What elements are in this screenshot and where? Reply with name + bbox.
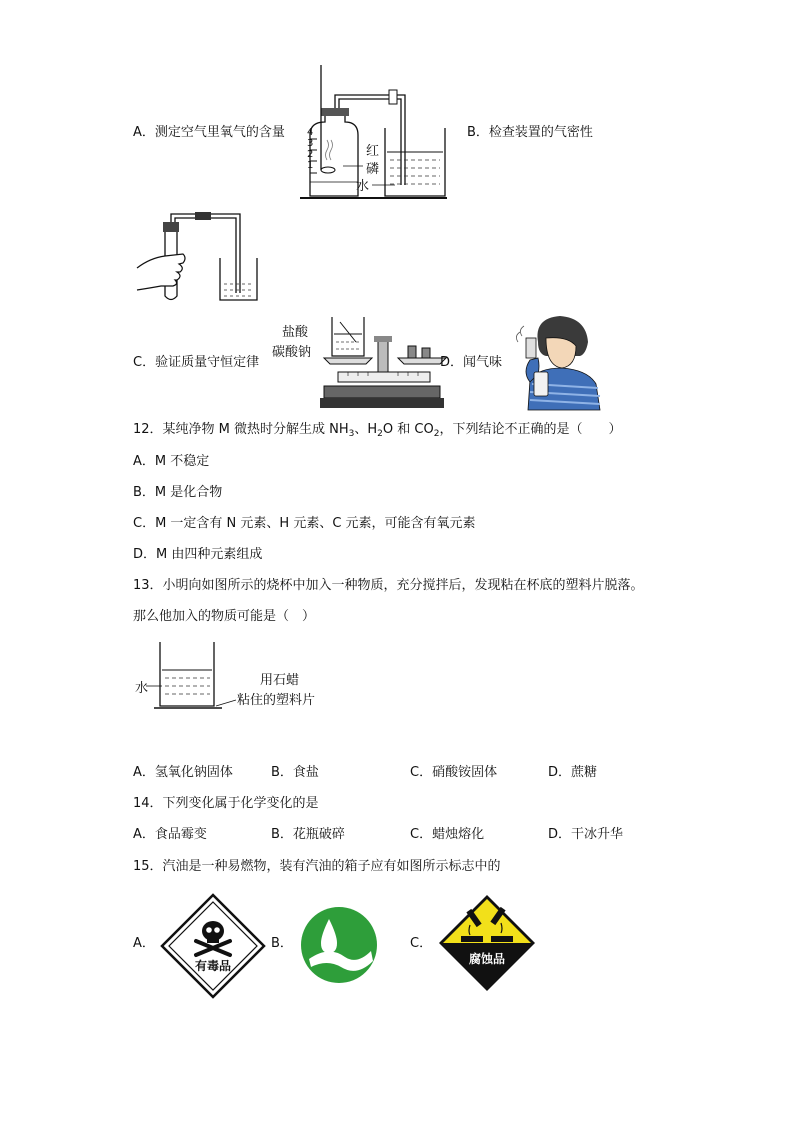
q15-corrosive-sign[interactable] <box>437 893 537 993</box>
q11-a-label-red2: 磷 <box>366 162 380 177</box>
q12-subscript: 2 <box>377 429 383 439</box>
q11-c-label-acid: 盐酸 <box>282 325 309 340</box>
q13-label-water: 水 <box>135 681 149 696</box>
q13-beaker-diagram <box>150 640 230 712</box>
q13-option-d[interactable]: D．蔗糖 <box>548 765 598 780</box>
q13-option-a[interactable]: A．氢氧化钠固体 <box>133 765 233 780</box>
q11-option-b-label: B．检查装置的气密性 <box>467 125 593 140</box>
q12-stem <box>133 421 621 443</box>
q12-stem-part: 、H <box>354 422 378 437</box>
q15-stem: 15．汽油是一种易燃物，装有汽油的箱子应有如图所示标志中的 <box>133 859 501 874</box>
q15-green-water-sign[interactable] <box>299 905 379 985</box>
q14-option-d[interactable]: D．干冰升华 <box>548 827 624 842</box>
q11-b-airtightness-diagram <box>135 208 260 303</box>
q11-a-label-red1: 红 <box>366 144 380 159</box>
q12-option-a[interactable]: A．M 不稳定 <box>133 454 210 469</box>
q12-option-d[interactable]: D．M 由四种元素组成 <box>133 547 263 562</box>
q12-stem-part: 12．某纯净物 M 微热时分解生成 NH <box>133 422 349 437</box>
q14-option-c[interactable]: C．蜡烛熔化 <box>410 827 485 842</box>
q13-option-b[interactable]: B．食盐 <box>271 765 319 780</box>
q11-a-bottle-marks <box>307 127 313 171</box>
q13-label-wax2: 粘住的塑料片 <box>237 693 316 708</box>
bottle-mark-1: 1 <box>307 160 314 171</box>
q14-option-b[interactable]: B．花瓶破碎 <box>271 827 345 842</box>
toxic-sign-text: 有毒品 <box>194 959 232 973</box>
q12-stem-part: O 和 CO <box>382 422 434 437</box>
q11-c-label-carbonate: 碳酸钠 <box>272 345 312 360</box>
q15-option-b[interactable]: B． <box>271 936 293 951</box>
bottle-mark-4: 4 <box>307 127 314 138</box>
q11-option-c-label: C．验证质量守恒定律 <box>133 355 260 370</box>
q11-option-d-label: D．闻气味 <box>440 355 503 370</box>
q12-option-c[interactable]: C．M 一定含有 N 元素、H 元素、C 元素，可能含有氧元素 <box>133 516 476 531</box>
q15-option-c[interactable]: C． <box>410 936 433 951</box>
bottle-mark-2: 2 <box>307 149 314 160</box>
q11-c-balance-diagram <box>318 312 446 412</box>
q15-option-a[interactable]: A． <box>133 936 155 951</box>
q12-subscript: 3 <box>348 429 355 439</box>
q11-d-smelling-illustration <box>516 312 606 410</box>
q12-subscript: 2 <box>433 429 440 439</box>
q14-option-a[interactable]: A．食品霉变 <box>133 827 207 842</box>
q13-stem-line1: 13．小明向如图所示的烧杯中加入一种物质，充分搅拌后，发现粘在杯底的塑料片脱落。 <box>133 578 644 593</box>
q11-a-apparatus-diagram <box>295 60 455 205</box>
q11-option-a-label: A．测定空气里氧气的含量 <box>133 125 285 140</box>
q15-toxic-sign[interactable] <box>160 893 266 999</box>
q13-option-c[interactable]: C．硝酸铵固体 <box>410 765 498 780</box>
corrosive-sign-text: 腐蚀品 <box>468 952 506 966</box>
q12-stem-part: ，下列结论不正确的是（ ） <box>439 422 622 437</box>
q11-a-label-water: 水 <box>356 179 370 194</box>
q14-stem: 14．下列变化属于化学变化的是 <box>133 796 319 811</box>
q12-option-b[interactable]: B．M 是化合物 <box>133 485 223 500</box>
q13-stem-line2: 那么他加入的物质可能是（ ） <box>133 609 316 624</box>
bottle-mark-3: 3 <box>307 138 314 149</box>
q13-label-wax1: 用石蜡 <box>260 673 300 688</box>
